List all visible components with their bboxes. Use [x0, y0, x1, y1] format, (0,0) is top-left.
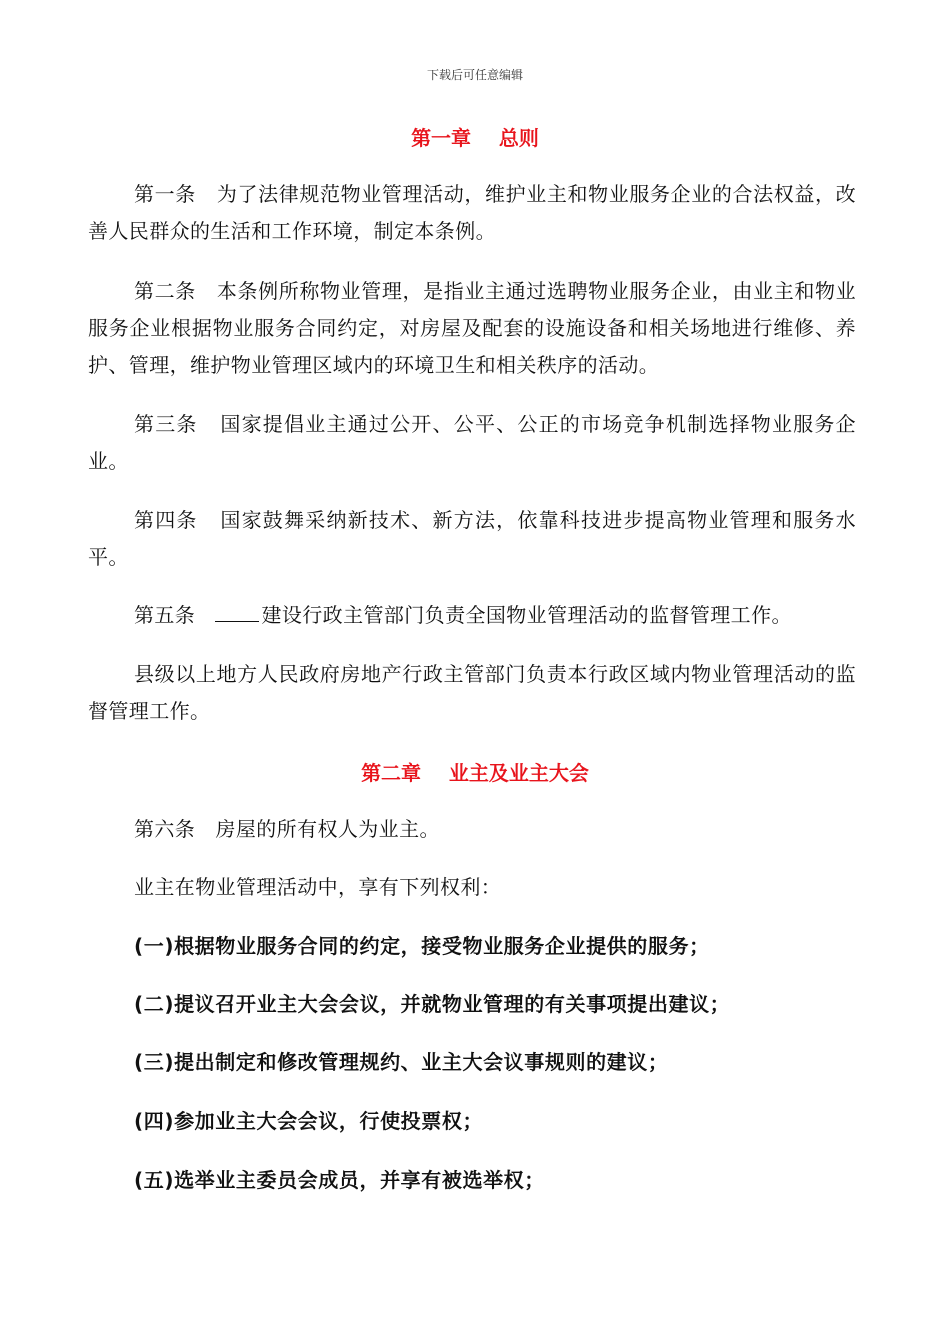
article-6-label: 第六条	[134, 817, 196, 841]
right-item-3: (三)提出制定和修改管理规约、业主大会议事规则的建议；	[134, 1050, 669, 1074]
article-3	[88, 406, 856, 480]
blank-underline	[215, 603, 259, 622]
article-5-text: 建设行政主管部门负责全国物业管理活动的监督管理工作。	[261, 603, 792, 627]
article-3-text: 国家提倡业主通过公开、公平、公正的市场竞争机制选择物业服务企业。	[88, 412, 857, 473]
article-4-text: 国家鼓舞采纳新技术、新方法，依靠科技进步提高物业管理和服务水平。	[88, 508, 857, 569]
header-note: 下载后可任意编辑	[426, 68, 523, 82]
right-item-2: (二)提议召开业主大会会议，并就物业管理的有关事项提出建议；	[134, 992, 731, 1016]
right-item-4: (四)参加业主大会会议，行使投票权；	[134, 1109, 484, 1133]
right-item-5: (五)选举业主委员会成员，并享有被选举权；	[134, 1168, 545, 1192]
chapter-2-title: 第二章 业主及业主大会	[361, 761, 589, 785]
article-3-label: 第三条	[134, 412, 198, 436]
article-2-text: 本条例所称物业管理，是指业主通过选聘物业服务企业，由业主和物业服务企业根据物业服务合同约定，对房屋及配套的设施设备和相关场地进行维修、养护、管理，维护物业管理区域内的环境卫生和相关秩序的活动。	[88, 279, 857, 377]
article-6	[88, 811, 856, 848]
article-1-label: 第一条	[134, 182, 196, 206]
right-item-1: (一)根据物业服务合同的约定，接受物业服务企业提供的服务；	[134, 934, 710, 958]
article-2	[88, 273, 856, 384]
article-2-label: 第二条	[134, 279, 196, 303]
article-4	[88, 502, 856, 576]
article-6-paragraph-2: 业主在物业管理活动中，享有下列权利：	[134, 875, 502, 899]
article-1	[88, 176, 856, 250]
article-5	[88, 597, 856, 634]
article-6-text: 房屋的所有权人为业主。	[215, 817, 440, 841]
article-5-label: 第五条	[134, 603, 196, 627]
chapter-1-title: 第一章 总则	[411, 126, 539, 150]
article-4-label: 第四条	[134, 508, 198, 532]
article-5-paragraph-2: 县级以上地方人民政府房地产行政主管部门负责本行政区域内物业管理活动的监督管理工作。	[88, 662, 856, 723]
article-1-text: 为了法律规范物业管理活动，维护业主和物业服务企业的合法权益，改善人民群众的生活和工作环境，制定本条例。	[88, 182, 857, 243]
